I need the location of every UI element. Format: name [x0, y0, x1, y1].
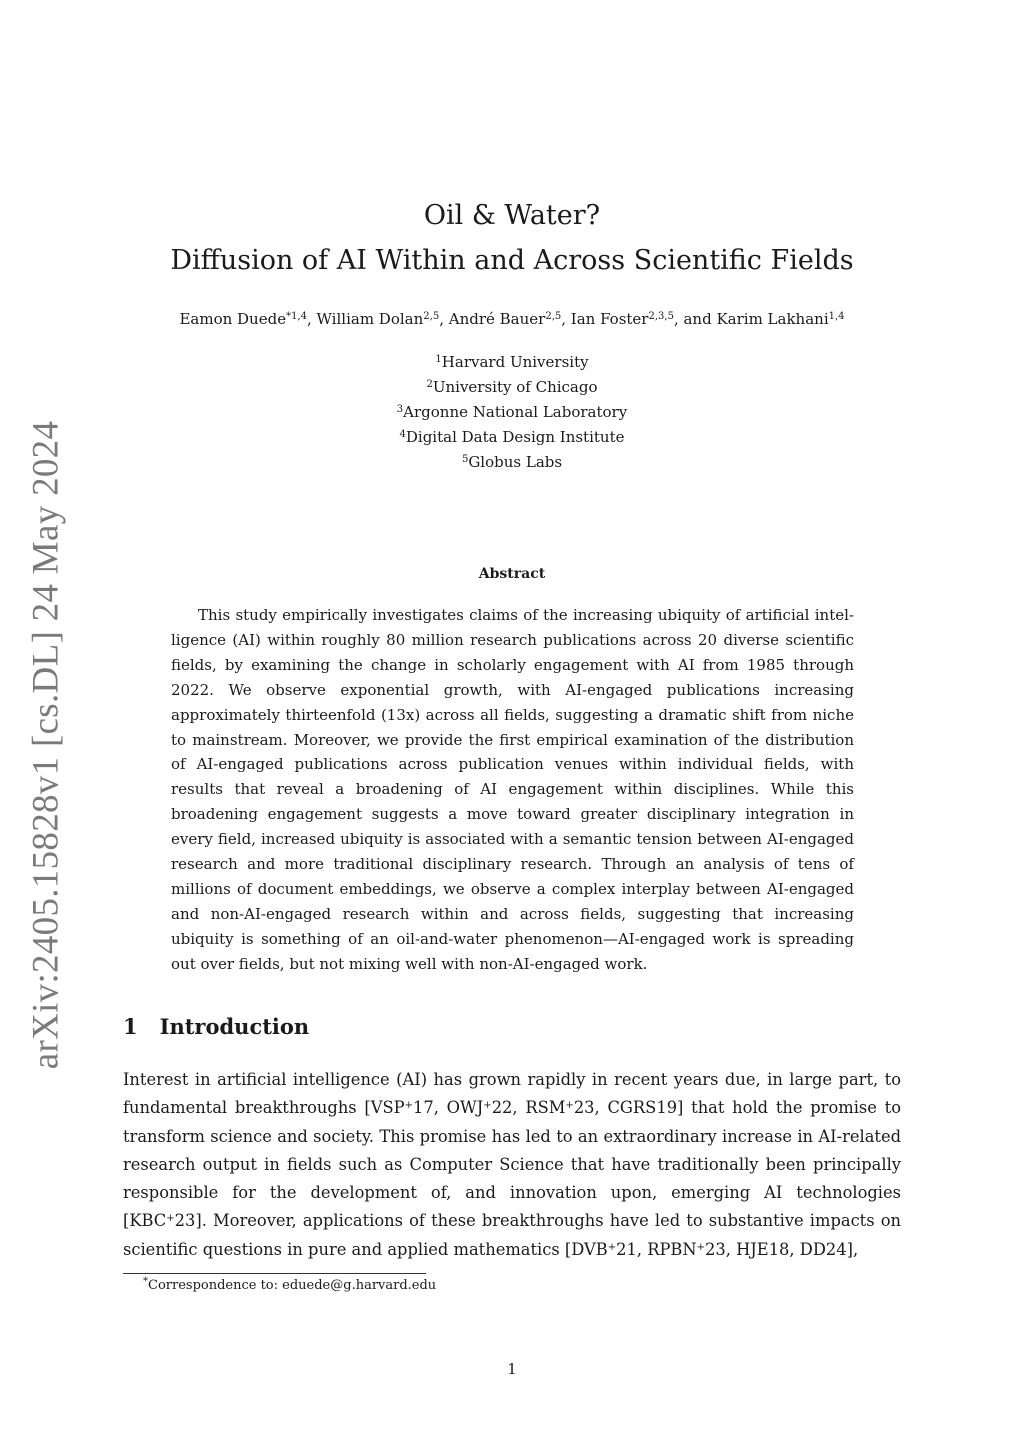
paper-title-line-1: Oil & Water? — [423, 200, 601, 231]
abstract-text: This study empirically investigates claims of the increasing ubiquity of artificial intelligence (AI) within roughly 80 million research publications across 20 diverse scientific fields, by examining the change in scholarly engagement with AI from 1985 through 2022. We observe exponential growth, with AI-engaged publications increasing approximately thirteenfold (13x) across all fields, suggesting a dramatic shift from niche to mainstream. Moreover, we provide the first empirical examination of the distribution of AI-engaged publications across publication venues within individual fields, with results that reveal a broadening of AI engagement within disciplines. While this broadening engagement suggests a move toward greater disciplinary integration in every field, increased ubiquity is associated with a semantic tension between AI-engaged research and more traditional disciplinary research. Through an analysis of tens of millions of document embeddings, we observe a complex interplay between AI-engaged and non-AI-engaged research within and across fields, suggesting that increasing ubiquity is something of an oil-and-water phenomenon—AI-engaged work is spreading out over fields, but not mixing well with non-AI-engaged work. — [171, 606, 854, 973]
page-number: 1 — [507, 1360, 517, 1378]
affiliation-list — [0, 351, 1024, 476]
arxiv-identifier-stamp: arXiv:2405.15828v1 [cs.DL] 24 May 2024 — [25, 420, 67, 1070]
citation-superscript: + — [166, 1213, 175, 1225]
section-number: 1 — [123, 1014, 138, 1039]
introduction-paragraph — [123, 1066, 901, 1264]
paper-title-line-2: Diffusion of AI Within and Across Scientific Fields — [170, 245, 854, 276]
author-list — [0, 309, 1024, 329]
footnote-correspondence — [143, 1277, 436, 1295]
affiliation: $^5$Globus Labs — [461, 453, 563, 471]
section-title: Introduction — [159, 1014, 310, 1039]
footnote-text: Correspondence to: eduede@g.harvard.edu — [148, 1278, 437, 1293]
author: André Bauer$^{2,5}$, — [448, 310, 571, 328]
section-heading-introduction — [123, 1014, 309, 1039]
affiliation: $^1$Harvard University — [435, 353, 589, 371]
paragraph-text-run: Interest in artificial intelligence (AI) has grown rapidly in recent years due, in large part, to fundamental breakthroughs [VSP — [123, 1070, 901, 1118]
paragraph-text-run: 23, HJE18, DD24], — [705, 1239, 859, 1259]
affiliation: $^3$Argonne National Laboratory — [396, 403, 628, 421]
affiliation: $^2$University of Chicago — [426, 378, 598, 396]
citation-superscript: + — [607, 1241, 617, 1253]
footnote-mark: * — [143, 1276, 148, 1287]
citation-superscript: + — [404, 1100, 414, 1112]
footnote-divider — [123, 1273, 426, 1274]
author: William Dolan$^{2,5}$, — [316, 310, 449, 328]
abstract-heading: Abstract — [478, 566, 546, 582]
author: Eamon Duede$^{*1,4}$, — [179, 310, 317, 328]
paragraph-text-run: 23]. Moreover, applications of these breakthroughs have led to substantive impacts on scientific questions in pure and applied mathematics [DVB — [123, 1211, 901, 1259]
paragraph-text-run: 22, RSM — [491, 1098, 566, 1118]
paragraph-text-run: 21, RPBN — [616, 1239, 697, 1259]
paragraph-text-run: 23, CGRS19] that hold the promise to transform science and society. This promise has led to an extraordinary increase in AI-related research output in fields such as Computer Science that have traditionally been principally responsible for the development of, and innovation upon, emerging AI technologies [KBC — [123, 1098, 901, 1231]
citation-superscript: + — [483, 1100, 492, 1112]
citation-superscript: + — [565, 1100, 574, 1112]
citation-superscript: + — [696, 1241, 706, 1253]
author: Ian Foster$^{2,3,5}$, and — [570, 310, 717, 328]
affiliation: $^4$Digital Data Design Institute — [399, 428, 625, 446]
paragraph-text-run: 17, OWJ — [413, 1098, 484, 1118]
author: Karim Lakhani$^{1,4}$ — [716, 310, 845, 328]
